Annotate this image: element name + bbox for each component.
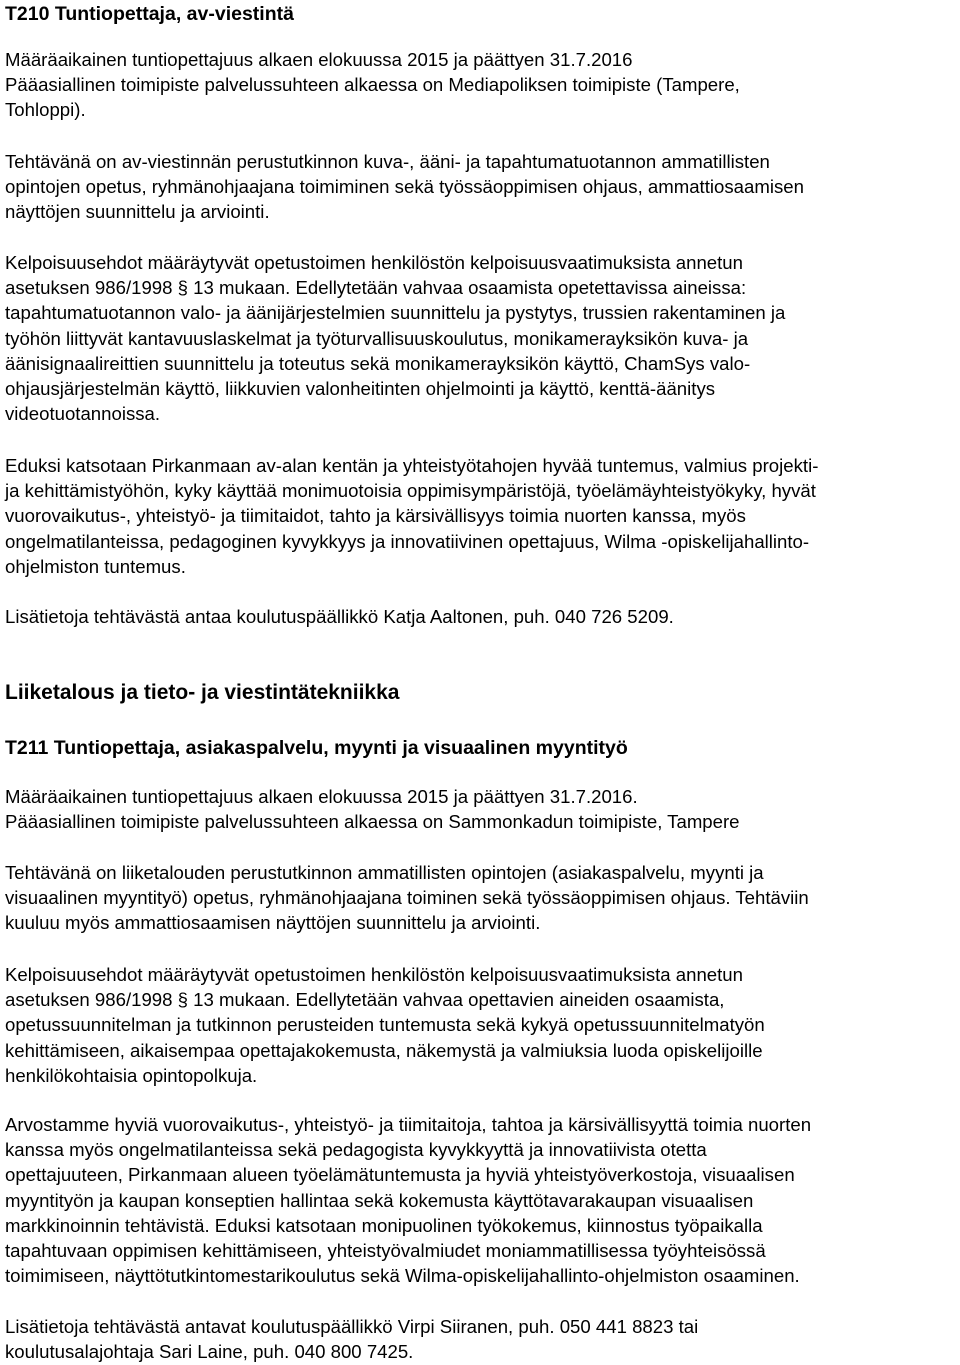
text-line: Määräaikainen tuntiopettajuus alkaen elokuussa 2015 ja päättyen 31.7.2016 bbox=[5, 49, 633, 70]
text-line: Tehtävänä on av-viestinnän perustutkinnon kuva-, ääni- ja tapahtumatuotannon ammatillisten bbox=[5, 151, 770, 172]
job1-paragraph-qualifications bbox=[5, 250, 785, 426]
job2-paragraph-merits bbox=[5, 1112, 811, 1288]
text-line: ja kehittämistyöhön, kyky käyttää monimuotoisia oppimisympäristöjä, työelämäyhteistyökyky, hyvät bbox=[5, 480, 816, 502]
text-line: myyntityön ja kaupan konseptien hallintaa sekä kokemusta käyttötavarakaupan visuaalisen bbox=[5, 1189, 754, 1211]
text-line: äänisignaalireittien suunnittelu ja toteutus sekä monikamerayksikön käyttö, ChamSys valo- bbox=[5, 352, 751, 374]
text-line: kanssa myös ongelmatilanteissa sekä pedagogista kyvykkyyttä ja innovatiivista otetta bbox=[5, 1139, 707, 1161]
text-line: Määräaikainen tuntiopettajuus alkaen elokuussa 2015 ja päättyen 31.7.2016. bbox=[5, 786, 638, 807]
text-line: kehittämiseen, aikaisempaa opettajakokemusta, näkemystä ja valmiuksia luoda opiskelijoille bbox=[5, 1039, 763, 1061]
text-line: vuorovaikutus-, yhteistyö- ja tiimitaidot, tahto ja kärsivällisyys toimia nuorten kanssa, myös bbox=[5, 505, 746, 527]
text-line: videotuotannoissa. bbox=[5, 403, 161, 425]
text-line: Lisätietoja tehtävästä antavat koulutuspäällikkö Virpi Siiranen, puh. 050 441 8823 tai bbox=[5, 1316, 699, 1337]
text-line: tapahtuvaan oppimisen kehittämiseen, yhteistyövalmiudet moniammatillisessa työyhteisössä bbox=[5, 1240, 766, 1262]
text-line: ongelmatilanteissa, pedagoginen kyvykkyys ja innovatiivinen opettajuus, Wilma -opiskelijahallinto- bbox=[5, 530, 810, 552]
section-title: Liiketalous ja tieto- ja viestintätekniikka bbox=[5, 681, 400, 704]
job2-paragraph-term bbox=[5, 784, 740, 834]
job1-paragraph-merits bbox=[5, 453, 818, 579]
text-line: Kelpoisuusehdot määräytyvät opetustoimen henkilöstön kelpoisuusvaatimuksista annetun bbox=[5, 964, 743, 985]
text-line: henkilökohtaisia opintopolkuja. bbox=[5, 1064, 258, 1086]
job1-paragraph-term bbox=[5, 47, 740, 123]
job1-paragraph-contact bbox=[5, 604, 674, 629]
job1-paragraph-duties bbox=[5, 149, 804, 225]
text-line: Kelpoisuusehdot määräytyvät opetustoimen henkilöstön kelpoisuusvaatimuksista annetun bbox=[5, 252, 743, 273]
text-line: Lisätietoja tehtävästä antaa koulutuspäällikkö Katja Aaltonen, puh. 040 726 5209. bbox=[5, 606, 674, 627]
text-line: työhön liittyvät kantavuuslaskelmat ja työturvallisuuskoulutus, monikamerayksikön kuva- ja bbox=[5, 327, 749, 349]
text-line: kuuluu myös ammattiosaamisen näyttöjen suunnittelu ja arviointi. bbox=[5, 912, 541, 934]
text-line: opetussuunnitelman ja tutkinnon perusteiden tuntemusta sekä kykyä opetussuunnitelmatyön bbox=[5, 1014, 765, 1036]
text-line: Tehtävänä on liiketalouden perustutkinnon ammatillisten opintojen (asiakaspalvelu, myynti ja bbox=[5, 862, 764, 883]
text-line: ohjelmiston tuntemus. bbox=[5, 555, 186, 577]
job-title-t210: T210 Tuntiopettaja, av-viestintä bbox=[5, 3, 294, 25]
text-line: Pääasiallinen toimipiste palvelussuhteen alkaessa on Mediapoliksen toimipiste (Tampere, bbox=[5, 74, 740, 96]
text-line: asetuksen 986/1998 § 13 mukaan. Edellytetään vahvaa osaamista opetettavissa aineissa: bbox=[5, 277, 747, 299]
text-line: Arvostamme hyviä vuorovaikutus-, yhteistyö- ja tiimitaitoja, tahtoa ja kärsivällisyyttä toimia nuorten bbox=[5, 1114, 812, 1135]
job2-paragraph-contact bbox=[5, 1314, 698, 1364]
text-line: toimimiseen, näyttötutkintomestarikoulutus sekä Wilma-opiskelijahallinto-ohjelmiston osaaminen. bbox=[5, 1265, 800, 1287]
text-line: Tohloppi). bbox=[5, 99, 86, 121]
job-title-t211: T211 Tuntiopettaja, asiakaspalvelu, myynti ja visuaalinen myyntityö bbox=[5, 737, 628, 759]
job2-paragraph-duties bbox=[5, 860, 809, 936]
text-line: tapahtumatuotannon valo- ja äänijärjestelmien suunnittelu ja pystytys, trussien rakentaminen ja bbox=[5, 302, 786, 324]
text-line: ohjausjärjestelmän käyttö, liikkuvien valonheitinten ohjelmointi ja käyttö, kenttä-äänitys bbox=[5, 378, 716, 400]
text-line: opettajuuteen, Pirkanmaan alueen työelämätuntemusta ja hyviä yhteistyöverkostoja, visuaalisen bbox=[5, 1164, 795, 1186]
text-line: markkinoinnin tehtävistä. Eduksi katsotaan monipuolinen työkokemus, kiinnostus työpaikalla bbox=[5, 1214, 763, 1236]
job2-paragraph-qualifications bbox=[5, 962, 765, 1088]
text-line: opintojen opetus, ryhmänohjaajana toimiminen sekä työssäoppimisen ohjaus, ammattiosaamisen bbox=[5, 176, 804, 198]
text-line: visuaalinen myyntityö) opetus, ryhmänohjaajana toiminen sekä työssäoppimisen ohjaus. Tehtäviin bbox=[5, 887, 809, 909]
text-line: näyttöjen suunnittelu ja arviointi. bbox=[5, 201, 270, 223]
text-line: asetuksen 986/1998 § 13 mukaan. Edellytetään vahvaa opettavien aineiden osaamista, bbox=[5, 989, 725, 1011]
text-line: Eduksi katsotaan Pirkanmaan av-alan kentän ja yhteistyötahojen hyvää tuntemus, valmius projekti- bbox=[5, 455, 819, 476]
text-line: Pääasiallinen toimipiste palvelussuhteen alkaessa on Sammonkadun toimipiste, Tampere bbox=[5, 811, 740, 833]
text-line: koulutusalajohtaja Sari Laine, puh. 040 800 7425. bbox=[5, 1341, 414, 1363]
